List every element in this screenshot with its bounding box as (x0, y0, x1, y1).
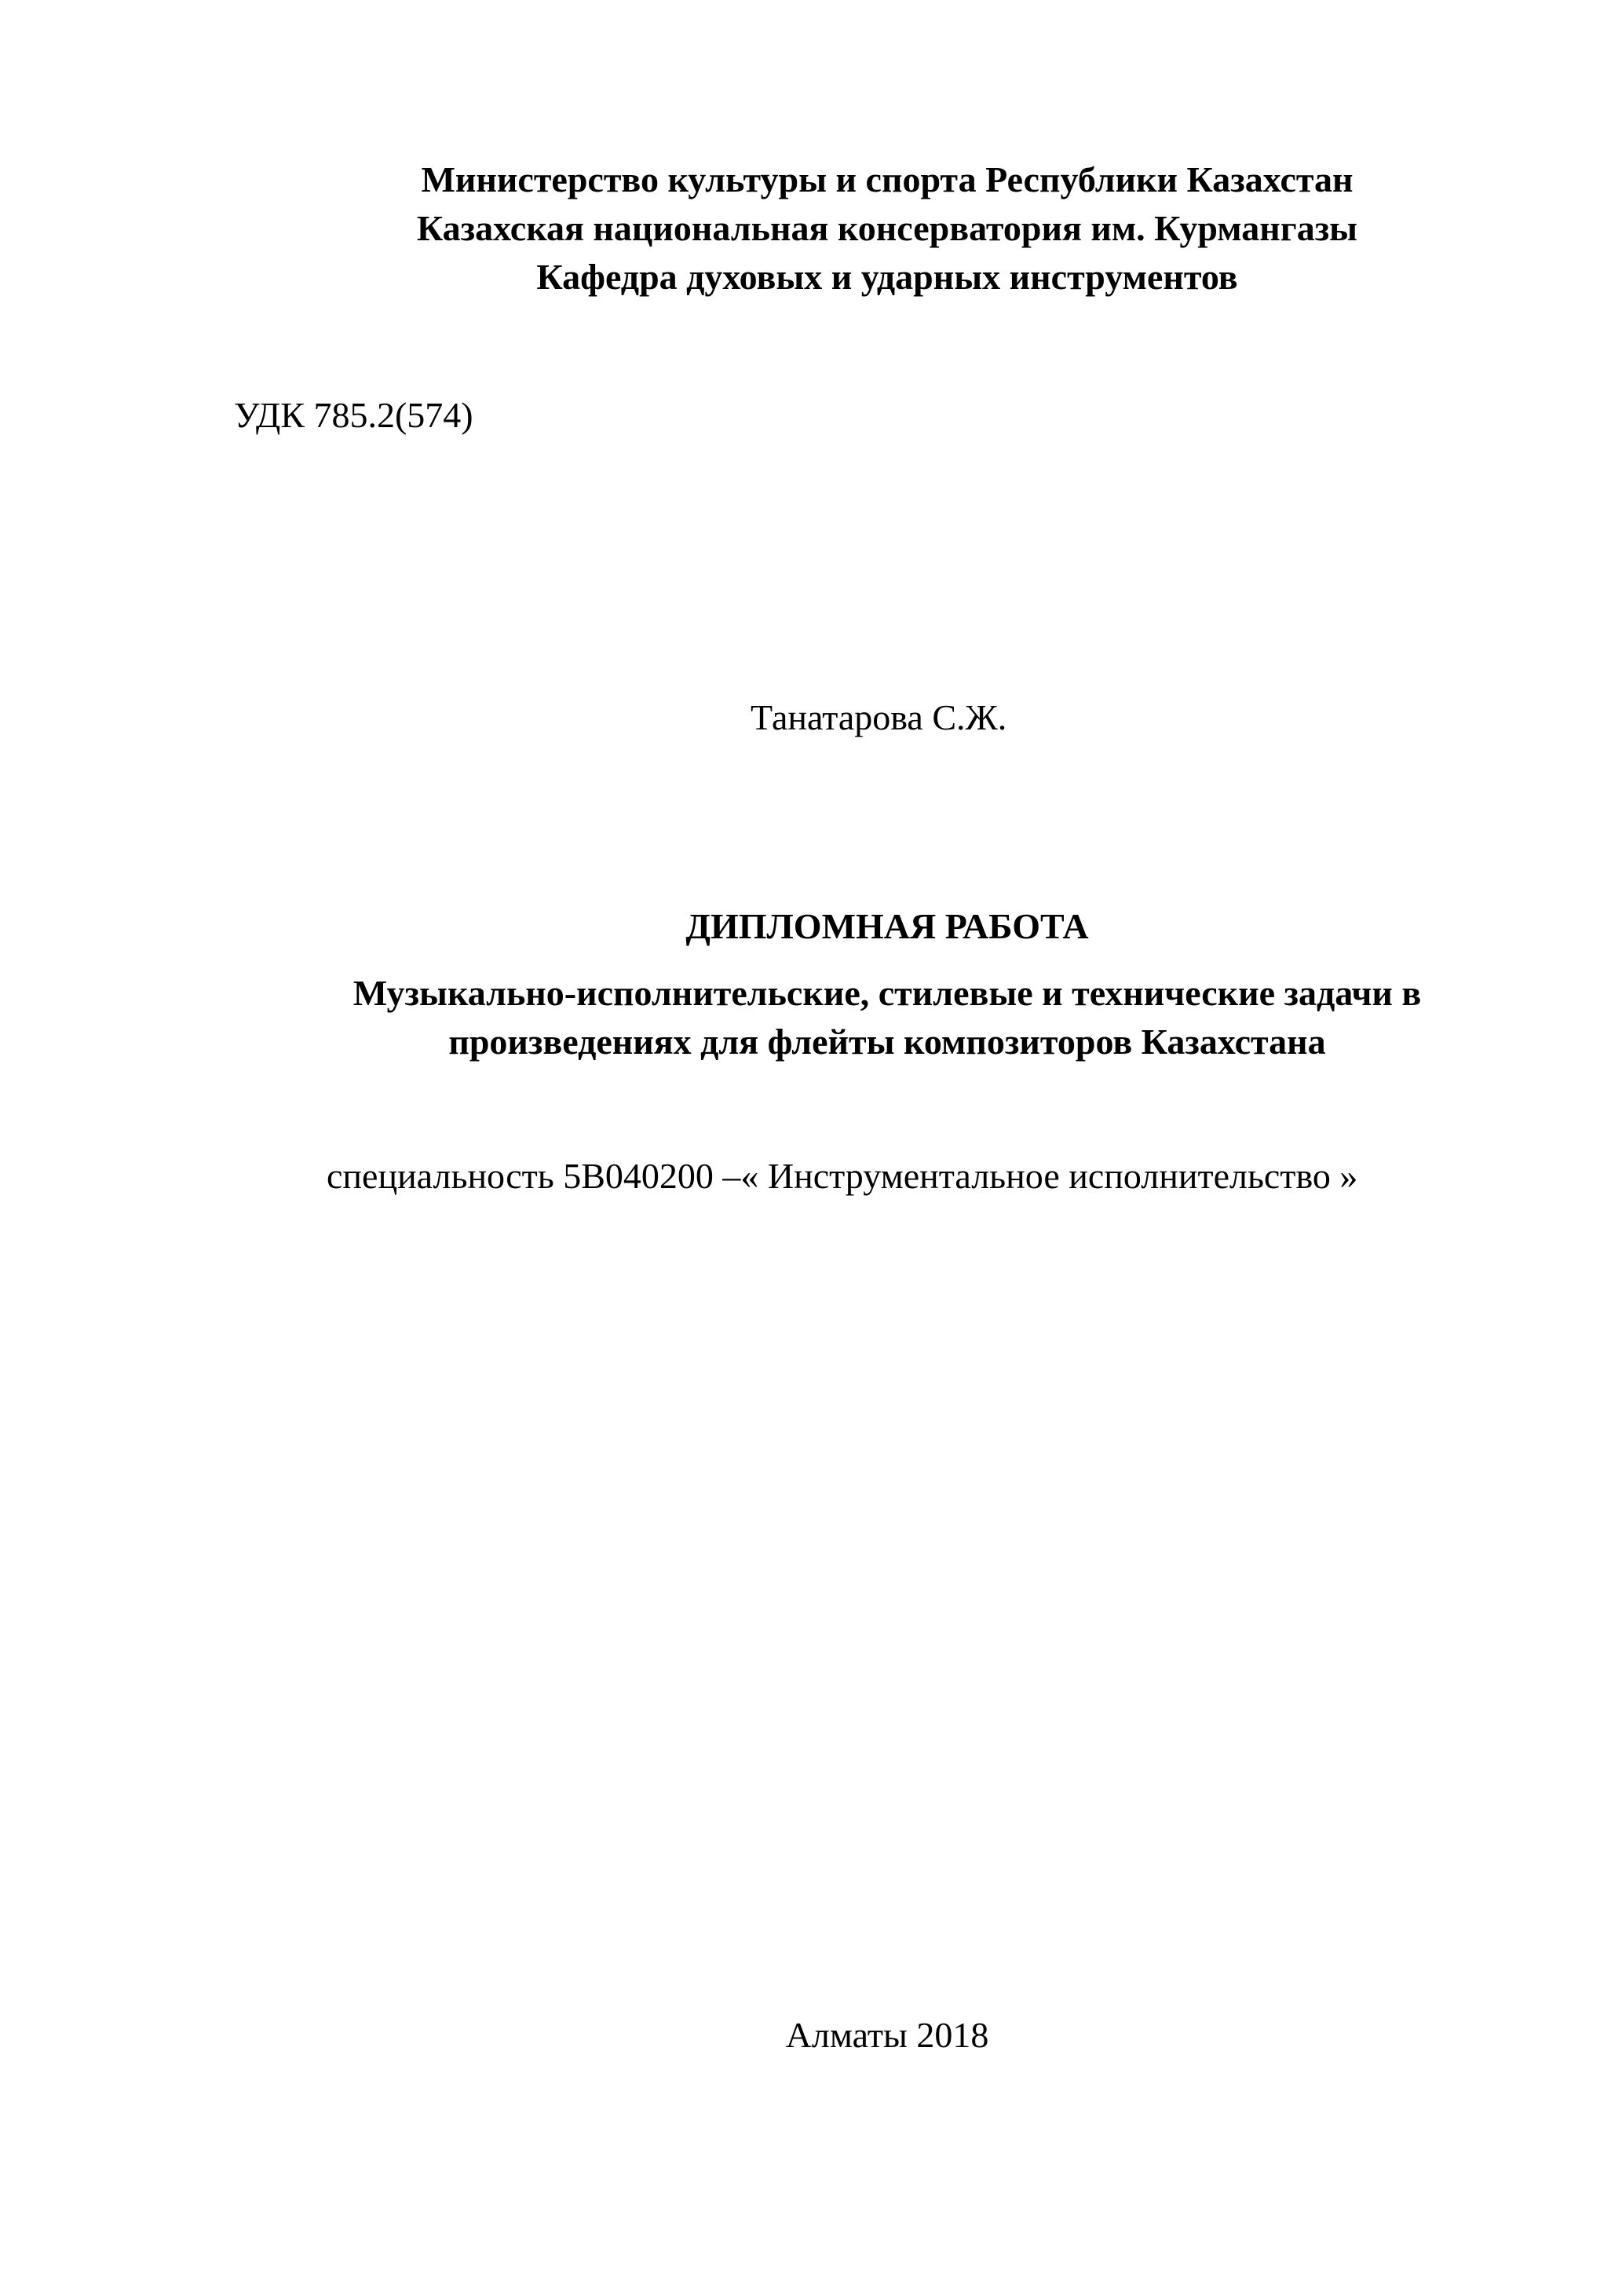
title-page-header (236, 155, 1539, 302)
thesis-topic-line-2: произведениях для флейты композиторов Казахстана (448, 1022, 1326, 1062)
ministry-name: Министерство культуры и спорта Республики Казахстан (421, 159, 1353, 199)
thesis-topic-line-1: Музыкально-исполнительские, стилевые и технические задачи в (353, 973, 1422, 1013)
author-name: Танатарова С.Ж. (751, 697, 1007, 737)
udk-code: УДК 785.2(574) (234, 395, 473, 435)
thesis-topic (236, 969, 1539, 1066)
specialty-line: специальность 5В040200 –« Инструментальное исполнительство » (327, 1156, 1358, 1196)
conservatory-name: Казахская национальная консерватория им. Курмангазы (416, 208, 1358, 248)
document-type-heading: ДИПЛОМНАЯ РАБОТА (685, 906, 1089, 946)
city-year: Алматы 2018 (785, 2015, 989, 2055)
department-name: Кафедра духовых и ударных инструментов (536, 257, 1238, 297)
